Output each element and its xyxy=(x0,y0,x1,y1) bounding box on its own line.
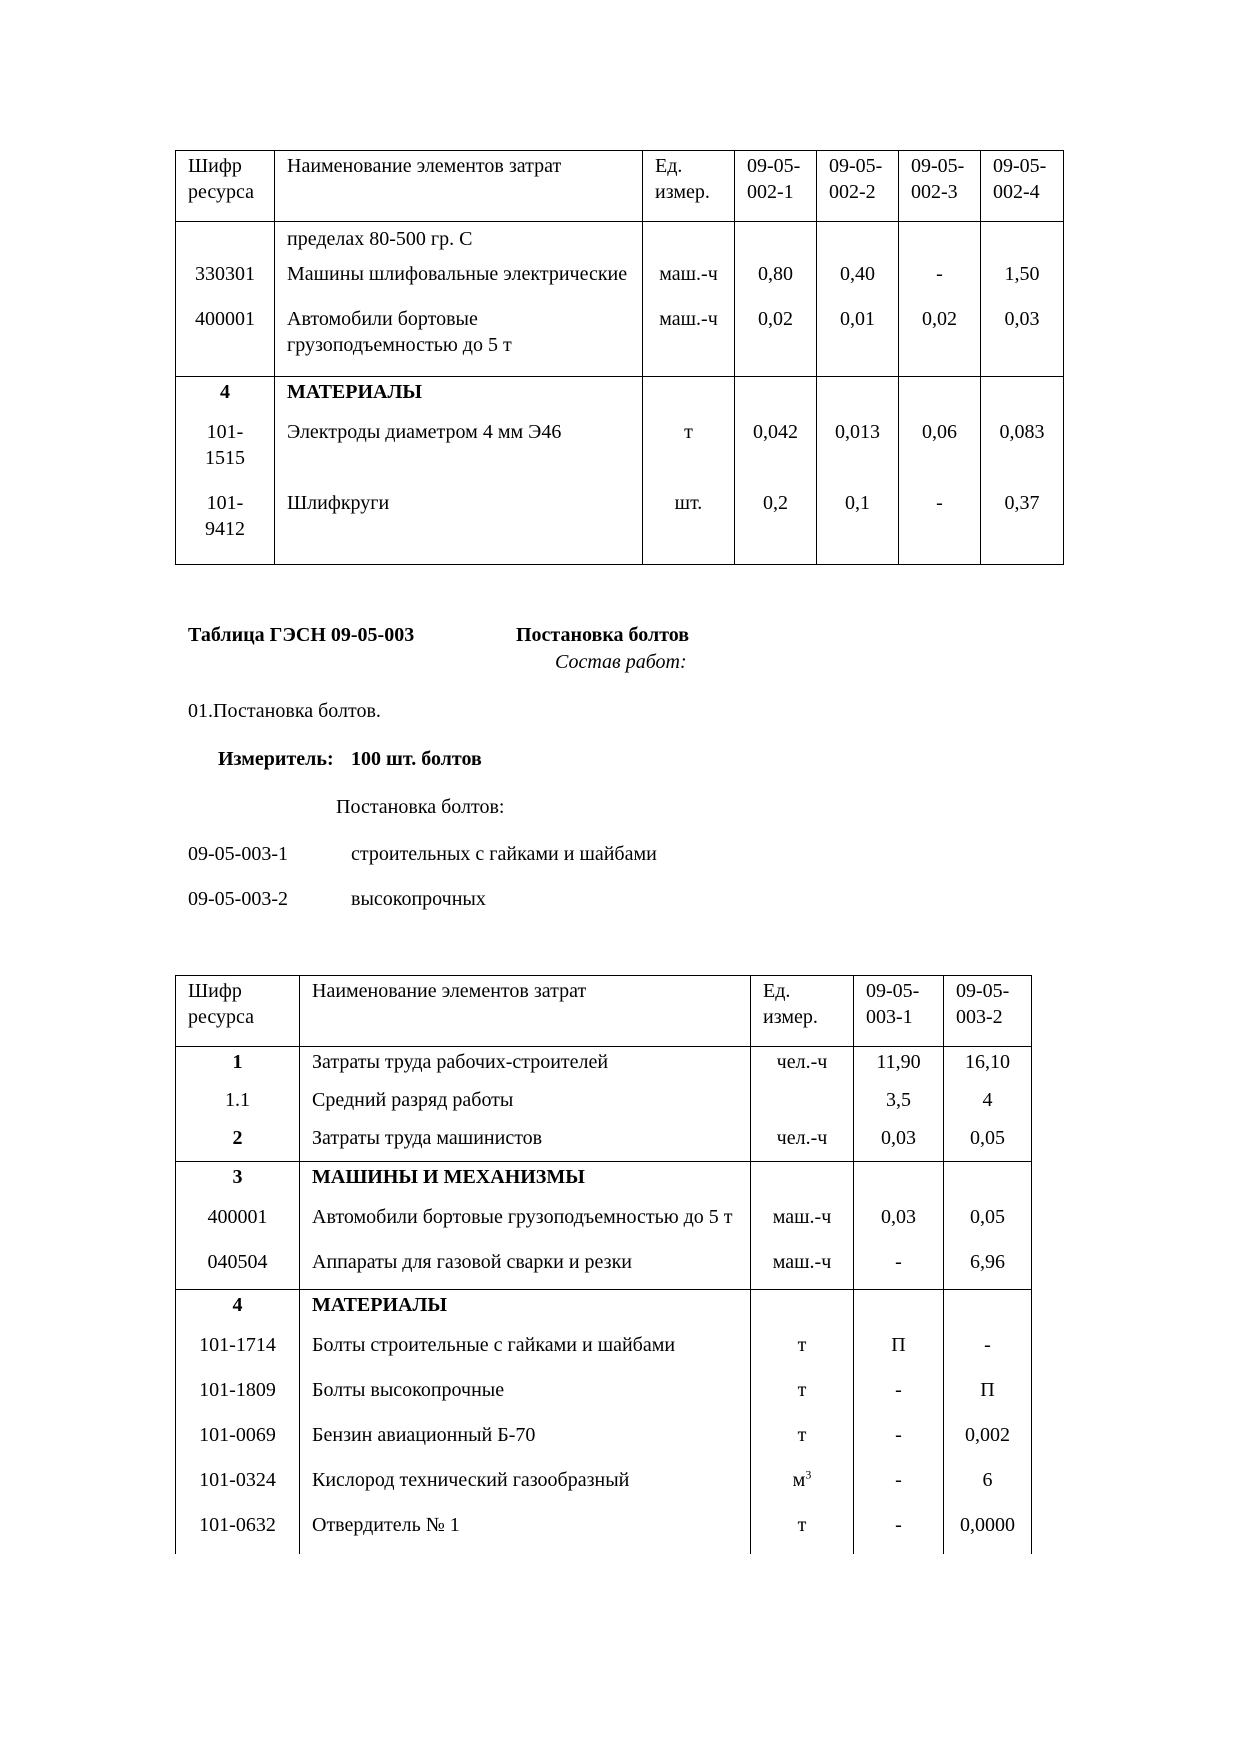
header-name: Наименование элементов затрат xyxy=(275,151,643,222)
header-col-3: 09-05-002-3 xyxy=(899,151,981,222)
resource-table-09-05-003 xyxy=(175,975,1032,1554)
row-value: П xyxy=(944,1368,1032,1413)
row-value: - xyxy=(854,1458,944,1503)
row-code: 101-0069 xyxy=(176,1413,300,1458)
item-text: строительных с гайками и шайбами xyxy=(351,843,657,865)
row-unit: чел.-ч xyxy=(751,1047,854,1086)
row-name: Шлифкруги xyxy=(275,481,643,565)
row-code: 2 xyxy=(176,1123,300,1162)
row-name: Затраты труда рабочих-строителей xyxy=(300,1047,751,1086)
row-value: П xyxy=(854,1328,944,1368)
row-code: 040504 xyxy=(176,1240,300,1290)
row-value: 0,05 xyxy=(944,1200,1032,1240)
row-unit xyxy=(751,1085,854,1123)
row-name: Автомобили бортовые грузоподъемностью до 5 т xyxy=(275,297,643,377)
row-value: 0,0000 xyxy=(944,1503,1032,1554)
row-value: 16,10 xyxy=(944,1047,1032,1086)
header-col-2: 09-05-002-2 xyxy=(817,151,899,222)
table-row xyxy=(176,1368,1032,1413)
row-value: - xyxy=(854,1240,944,1290)
section-title: МАТЕРИАЛЫ xyxy=(300,1290,751,1329)
table-row xyxy=(176,481,1064,565)
table-header-row xyxy=(176,151,1064,222)
row-unit: т xyxy=(751,1503,854,1554)
row-value: 6 xyxy=(944,1458,1032,1503)
item-code: 09-05-003-2 xyxy=(188,888,288,910)
header-col-4: 09-05-002-4 xyxy=(981,151,1064,222)
table-row xyxy=(176,1413,1032,1458)
row-value: 0,03 xyxy=(981,297,1064,377)
row-name: Кислород технический газообразный xyxy=(300,1458,751,1503)
section-title: МАШИНЫ И МЕХАНИЗМЫ xyxy=(300,1162,751,1201)
row-name: Затраты труда машинистов xyxy=(300,1123,751,1162)
section-code: 4 xyxy=(176,1290,300,1329)
row-value: 0,083 xyxy=(981,415,1064,481)
unit-superscript: 3 xyxy=(805,1467,812,1482)
table-row xyxy=(176,1328,1032,1368)
header-name: Наименование элементов затрат xyxy=(300,976,751,1047)
measure-value: 100 шт. болтов xyxy=(351,748,482,770)
row-value: - xyxy=(854,1413,944,1458)
section-title: МАТЕРИАЛЫ xyxy=(275,377,643,416)
table-label: Таблица ГЭСН 09-05-003 xyxy=(188,624,415,646)
row-unit: чел.-ч xyxy=(751,1123,854,1162)
table-row xyxy=(176,415,1064,481)
table-row xyxy=(176,1240,1032,1290)
row-value: 0,002 xyxy=(944,1413,1032,1458)
resource-table-09-05-002 xyxy=(175,150,1064,565)
row-name: Автомобили бортовые грузоподъемностью до 5 т xyxy=(300,1200,751,1240)
table-row xyxy=(176,1047,1032,1086)
row-value: - xyxy=(899,481,981,565)
row-value: 11,90 xyxy=(854,1047,944,1086)
row-name: Машины шлифовальные электрические xyxy=(275,252,643,297)
row-value: 6,96 xyxy=(944,1240,1032,1290)
row-unit: маш.-ч xyxy=(751,1200,854,1240)
row-name: Бензин авиационный Б-70 xyxy=(300,1413,751,1458)
header-unit: Ед. измер. xyxy=(751,976,854,1047)
row-unit: т xyxy=(643,415,735,481)
row-value: 0,2 xyxy=(735,481,817,565)
table-title: Постановка болтов xyxy=(516,624,690,646)
row-name: Средний разряд работы xyxy=(300,1085,751,1123)
unit-base: м xyxy=(792,1469,806,1491)
row-code: 101-9412 xyxy=(176,481,275,565)
row-value: 0,03 xyxy=(854,1123,944,1162)
header-col-1: 09-05-002-1 xyxy=(735,151,817,222)
table-row xyxy=(176,1085,1032,1123)
work-composition-label: Состав работ: xyxy=(555,651,687,673)
row-value: 0,01 xyxy=(817,297,899,377)
row-value: 1,50 xyxy=(981,252,1064,297)
row-name: Отвердитель № 1 xyxy=(300,1503,751,1554)
table-row xyxy=(176,1503,1032,1554)
item-text: высокопрочных xyxy=(351,888,486,910)
row-value: 0,02 xyxy=(735,297,817,377)
section-code: 3 xyxy=(176,1162,300,1201)
row-value: 0,05 xyxy=(944,1123,1032,1162)
item-code: 09-05-003-1 xyxy=(188,843,288,865)
row-name: Электроды диаметром 4 мм Э46 xyxy=(275,415,643,481)
row-code: 1.1 xyxy=(176,1085,300,1123)
section-row-materials xyxy=(176,1290,1032,1329)
row-value: 0,042 xyxy=(735,415,817,481)
row-code: 101-1809 xyxy=(176,1368,300,1413)
table-row xyxy=(176,1458,1032,1503)
row-value: - xyxy=(854,1503,944,1554)
row-value: - xyxy=(854,1368,944,1413)
row-unit: т xyxy=(751,1413,854,1458)
row-value: 4 xyxy=(944,1085,1032,1123)
row-name: Аппараты для газовой сварки и резки xyxy=(300,1240,751,1290)
row-unit xyxy=(751,1458,854,1503)
header-unit: Ед. измер. xyxy=(643,151,735,222)
table-row xyxy=(176,297,1064,377)
row-unit: т xyxy=(751,1328,854,1368)
row-code: 101-0324 xyxy=(176,1458,300,1503)
row-unit: т xyxy=(751,1368,854,1413)
header-col-2: 09-05-003-2 xyxy=(944,976,1032,1047)
table-row xyxy=(176,252,1064,297)
row-value: 0,40 xyxy=(817,252,899,297)
row-name: Болты строительные с гайками и шайбами xyxy=(300,1328,751,1368)
row-value: - xyxy=(899,252,981,297)
row-code: 101-1714 xyxy=(176,1328,300,1368)
section-code: 4 xyxy=(176,377,275,416)
row-value: - xyxy=(944,1328,1032,1368)
row-value: 3,5 xyxy=(854,1085,944,1123)
row-value: 0,013 xyxy=(817,415,899,481)
table-row xyxy=(176,1200,1032,1240)
work-item: 01.Постановка болтов. xyxy=(188,700,381,722)
header-col-1: 09-05-003-1 xyxy=(854,976,944,1047)
subtitle: Постановка болтов: xyxy=(336,796,505,818)
table-header-row xyxy=(176,976,1032,1047)
row-unit: шт. xyxy=(643,481,735,565)
row-unit: маш.-ч xyxy=(643,252,735,297)
row-unit: маш.-ч xyxy=(751,1240,854,1290)
measure-label: Измеритель: xyxy=(218,748,334,770)
row-value: 0,06 xyxy=(899,415,981,481)
row-unit: маш.-ч xyxy=(643,297,735,377)
row-value: 0,03 xyxy=(854,1200,944,1240)
section-row-machines xyxy=(176,1162,1032,1201)
row-code: 400001 xyxy=(176,1200,300,1240)
table-row xyxy=(176,1123,1032,1162)
continued-text: пределах 80-500 гр. С xyxy=(275,222,643,253)
section-row-materials xyxy=(176,377,1064,416)
row-code: 330301 xyxy=(176,252,275,297)
row-value: 0,80 xyxy=(735,252,817,297)
row-code: 1 xyxy=(176,1047,300,1086)
header-code: Шифр ресурса xyxy=(176,976,300,1047)
row-code: 400001 xyxy=(176,297,275,377)
table-row xyxy=(176,222,1064,253)
row-value: 0,1 xyxy=(817,481,899,565)
row-code: 101-0632 xyxy=(176,1503,300,1554)
row-value: 0,37 xyxy=(981,481,1064,565)
row-code: 101-1515 xyxy=(176,415,275,481)
header-code: Шифр ресурса xyxy=(176,151,275,222)
row-value: 0,02 xyxy=(899,297,981,377)
row-name: Болты высокопрочные xyxy=(300,1368,751,1413)
